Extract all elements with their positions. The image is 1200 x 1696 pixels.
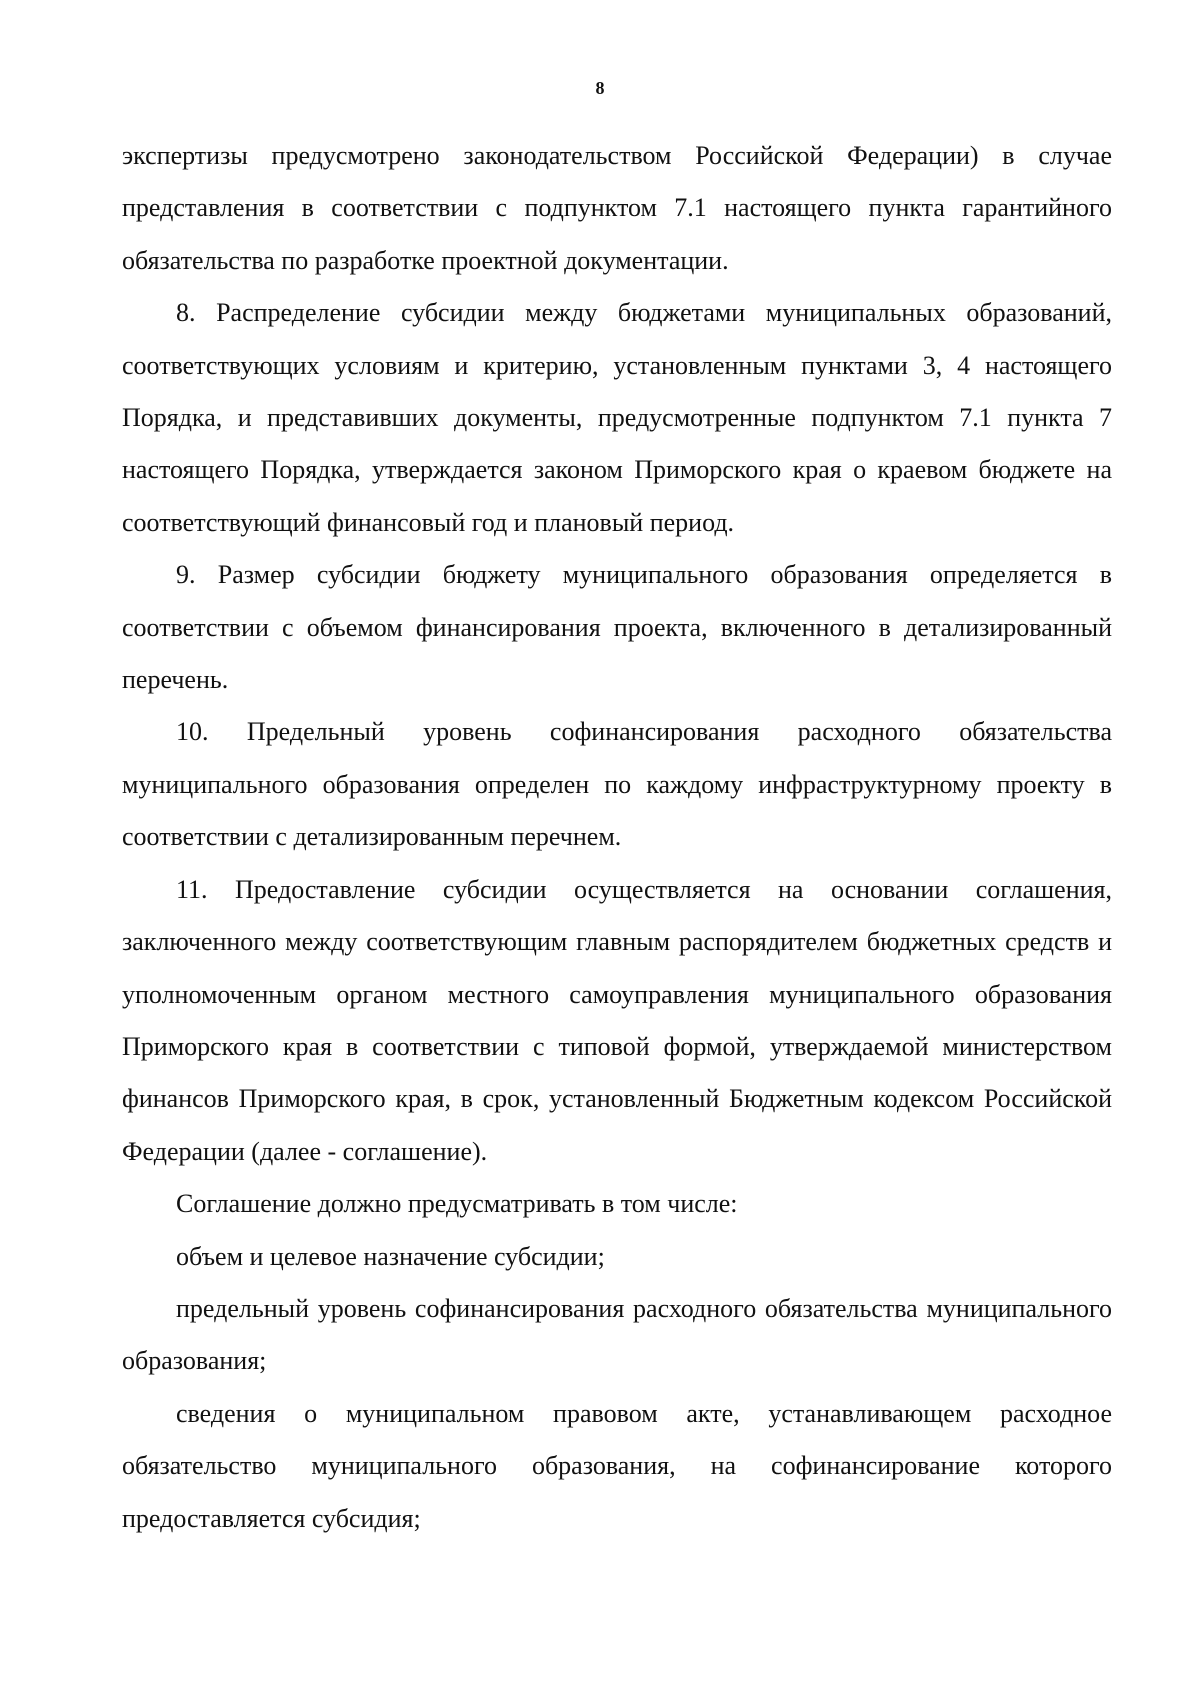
paragraph-8: 8. Распределение субсидии между бюджетами муниципальных образований, соответствующих условиям и критерию, установленным пунктами 3, 4 настоящего Порядка, и представивших документы, предусмотренные подпунктом 7.1 пункта 7 настоящего Порядка, утверждается законом Приморского края о краевом бюджете на соответствующий финансовый год и плановый период. [122,298,1112,537]
document-body [122,130,1112,1545]
paragraph-11: 11. Предоставление субсидии осуществляется на основании соглашения, заключенного между соответствующим главным распорядителем бюджетных средств и уполномоченным органом местного самоуправления муниципального образования Приморского края в соответствии с типовой формой, утверждаемой министерством финансов Приморского края, в срок, установленный Бюджетным кодексом Российской Федерации (далее - соглашение). [122,874,1112,1166]
agreement-item-cofinancing-level: предельный уровень софинансирования расходного обязательства муниципального образования; [122,1293,1112,1376]
page-number: 8 [595,78,605,98]
agreement-item-legal-act: сведения о муниципальном правовом акте, устанавливающем расходное обязательство муниципального образования, на софинансирование которого предоставляется субсидия; [122,1398,1112,1533]
agreement-intro: Соглашение должно предусматривать в том числе: [176,1189,738,1219]
paragraph-continuation: экспертизы предусмотрено законодательством Российской Федерации) в случае представления в соответствии с подпунктом 7.1 настоящего пункта гарантийного обязательства по разработке проектной документации. [122,141,1112,275]
paragraph-9: 9. Размер субсидии бюджету муниципального образования определяется в соответствии с объемом финансирования проекта, включенного в детализированный перечень. [122,560,1112,695]
agreement-item-volume: объем и целевое назначение субсидии; [176,1241,605,1271]
paragraph-10: 10. Предельный уровень софинансирования расходного обязательства муниципального образования определен по каждому инфраструктурному проекту в соответствии с детализированным перечнем. [122,717,1112,852]
